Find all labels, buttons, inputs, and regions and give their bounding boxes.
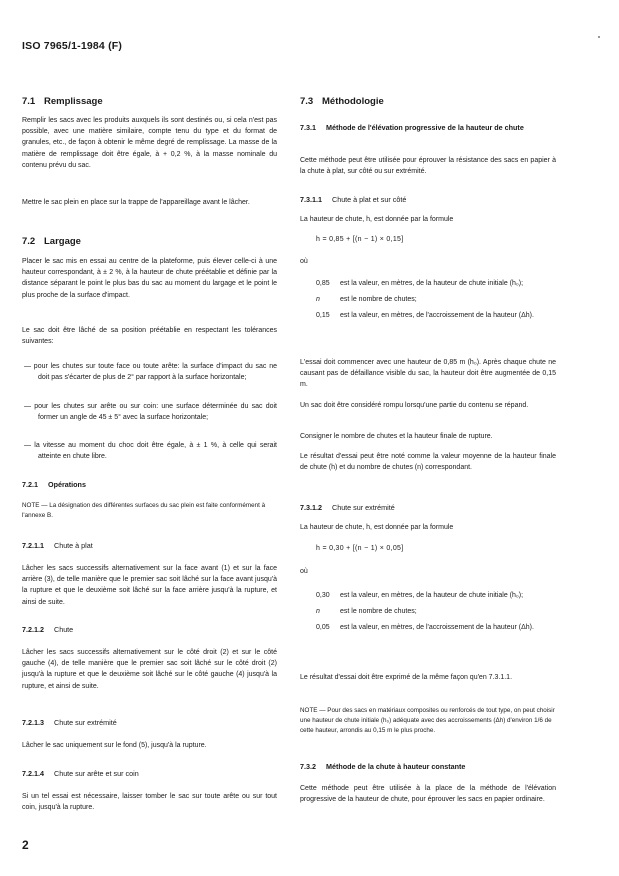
scan-speck bbox=[598, 36, 600, 38]
def-text: est la valeur, en mètres, de l'accroissement de la hauteur (Δh). bbox=[340, 624, 534, 632]
def-text: est la valeur, en mètres, de la hauteur de chute initiale (h₀); bbox=[340, 592, 524, 599]
heading-7-3: 7.3 Méthodologie bbox=[300, 96, 384, 107]
document-header: ISO 7965/1-1984 (F) bbox=[22, 40, 123, 52]
def-symbol: 0,30 bbox=[316, 592, 330, 599]
list-item: — pour les chutes sur toute face ou toute arête: la surface d'impact du sac ne doit pas s'écarter de plus de 2° par rapport à la surface horizontale; bbox=[24, 363, 277, 382]
formula-intro: La hauteur de chute, h, est donnée par la formule bbox=[300, 524, 454, 531]
heading-7-2-1-3: 7.2.1.3 Chute sur extrémité bbox=[22, 718, 117, 727]
formula-intro: La hauteur de chute, h, est donnée par la formule bbox=[300, 216, 454, 223]
heading-7-2-1-2: 7.2.1.2 Chute bbox=[22, 625, 74, 634]
def-text: est le nombre de chutes; bbox=[340, 608, 417, 616]
formula-chute-extremite: h = 0,30 + [(n − 1) × 0,05] bbox=[316, 545, 404, 552]
list-item: — la vitesse au moment du choc doit être égale, à ± 1 %, à celle qui serait atteinte en chute libre. bbox=[24, 442, 277, 461]
def-symbol: n bbox=[316, 296, 320, 304]
paragraph-resultat-exprime: Le résultat d'essai doit être exprimé de la même façon qu'en 7.3.1.1. bbox=[300, 674, 513, 681]
heading-7-3-1: 7.3.1 Méthode de l'élévation progressive de la hauteur de chute bbox=[300, 123, 524, 132]
def-symbol: 0,05 bbox=[316, 624, 330, 632]
paragraph-chute-a-plat: Lâcher les sacs successifs alternativement sur la face avant (1) et sur la face arrière (3), de telle manière que le premier sac soit lâché sur la face avant jusqu'à la rupture et que le deuxième soit lâché sur la face arrière jusqu'à la rupture, et ainsi de suite. bbox=[22, 565, 277, 606]
heading-7-2-1-4: 7.2.1.4 Chute sur arête et sur coin bbox=[22, 769, 139, 778]
heading-7-3-2: 7.3.2 Méthode de la chute à hauteur constante bbox=[300, 762, 466, 771]
heading-7-3-1-2: 7.3.1.2 Chute sur extrémité bbox=[300, 503, 395, 512]
paragraph-methode-elevation: Cette méthode peut être utilisée pour éprouver la résistance des sacs en papier à la chute à plat, sur côté ou sur extrémité. bbox=[300, 157, 556, 176]
def-symbol: 0,15 bbox=[316, 312, 330, 320]
def-text: est la valeur, en mètres, de la hauteur de chute initiale (h₀); bbox=[340, 280, 524, 287]
heading-7-2-1: 7.2.1 Opérations bbox=[22, 480, 86, 489]
list-item: — pour les chutes sur arête ou sur coin: une surface déterminée du sac doit former un angle de 45 ± 5° avec la surface horizontale; bbox=[24, 403, 277, 422]
paragraph-hauteur-constante: Cette méthode peut être utilisée à la place de la méthode de l'élévation progressive de la hauteur de chute, pour éprouver les sacs en papier ordinaire. bbox=[300, 785, 556, 804]
paragraph-consigner: Consigner le nombre de chutes et la hauteur finale de rupture. bbox=[300, 433, 493, 440]
paragraph-tolerances: Le sac doit être lâché de sa position préétablie en respectant les tolérances suivantes: bbox=[22, 327, 277, 346]
note-materiaux-composites: NOTE — Pour des sacs en matériaux composites ou renforcés de tout type, on peut choisir une hauteur de chute initiale (h₀) adéquate avec des accroissements (Δh) d'environ 1/6 de cette hauteur, arrondis au 0,15 m le plus proche. bbox=[300, 707, 555, 734]
paragraph-lacher: Mettre le sac plein en place sur la trappe de l'appareillage avant le lâcher. bbox=[22, 199, 250, 206]
paragraph-sac-rompu: Un sac doit être considéré rompu lorsqu'une partie du contenu se répand. bbox=[300, 402, 529, 409]
paragraph-arete-coin: Si un tel essai est nécessaire, laisser tomber le sac sur toute arête ou sur tout coin, jusqu'à la rupture. bbox=[22, 793, 277, 812]
formula-chute-plat: h = 0,85 + [(n − 1) × 0,15] bbox=[316, 236, 404, 243]
where-label: où bbox=[300, 568, 308, 575]
heading-7-2-1-1: 7.2.1.1 Chute à plat bbox=[22, 541, 93, 550]
where-label: où bbox=[300, 258, 308, 265]
definitions-list bbox=[316, 590, 556, 634]
paragraph-resultat-moyenne: Le résultat d'essai peut être noté comme la valeur moyenne de la hauteur finale de chute (h) et du nombre de chutes (n) correspondant. bbox=[300, 453, 556, 472]
def-symbol: n bbox=[316, 608, 320, 616]
heading-7-3-1-1: 7.3.1.1 Chute à plat et sur côté bbox=[300, 195, 407, 204]
paragraph-remplissage: Remplir les sacs avec les produits auxquels ils sont destinés ou, si cela n'est pas possible, avec une matière similaire, compte tenu du type et du format de granules, etc., de façon à obtenir le même degré de remplissage. La masse de la matière de remplissage doit être égale, à + 0,2 %, à la masse nominale du contenu prévu du sac. bbox=[22, 117, 277, 169]
page-number: 2 bbox=[22, 838, 29, 852]
note-designation: NOTE — La désignation des différentes surfaces du sac plein est faite conformément à l'annexe B. bbox=[22, 502, 266, 519]
heading-7-2: 7.2 Largage bbox=[22, 236, 81, 247]
def-text: est la valeur, en mètres, de l'accroissement de la hauteur (Δh). bbox=[340, 312, 534, 320]
def-text: est le nombre de chutes; bbox=[340, 296, 417, 304]
def-symbol: 0,85 bbox=[316, 280, 330, 287]
paragraph-chute-extremite: Lâcher le sac uniquement sur le fond (5), jusqu'à la rupture. bbox=[22, 742, 207, 749]
paragraph-chute: Lâcher les sacs successifs alternativement sur le côté droit (2) et sur le côté gauche (4), de telle manière que le premier sac soit lâché sur le côté droit (2) jusqu'à la rupture et que le deuxième soit lâché sur le côté gauche (4) jusqu'à la rupture, et ainsi de suite. bbox=[22, 649, 277, 690]
heading-7-1: 7.1 Remplissage bbox=[22, 96, 103, 107]
paragraph-essai-commencer: L'essai doit commencer avec une hauteur de 0,85 m (h₀). Après chaque chute ne causant pas de défaillance visible du sac, la hauteur doit être augmentée de 0,15 m. bbox=[300, 359, 556, 389]
definitions-list bbox=[316, 278, 556, 322]
paragraph-largage: Placer le sac mis en essai au centre de la plateforme, puis élever celle-ci à une hauteur correspondant, à ± 2 %, à la hauteur de chute préétablie et définie par la distance séparant le point le plus bas du sac au moment du largage et le point le plus proche de la surface d'impact. bbox=[22, 258, 277, 299]
